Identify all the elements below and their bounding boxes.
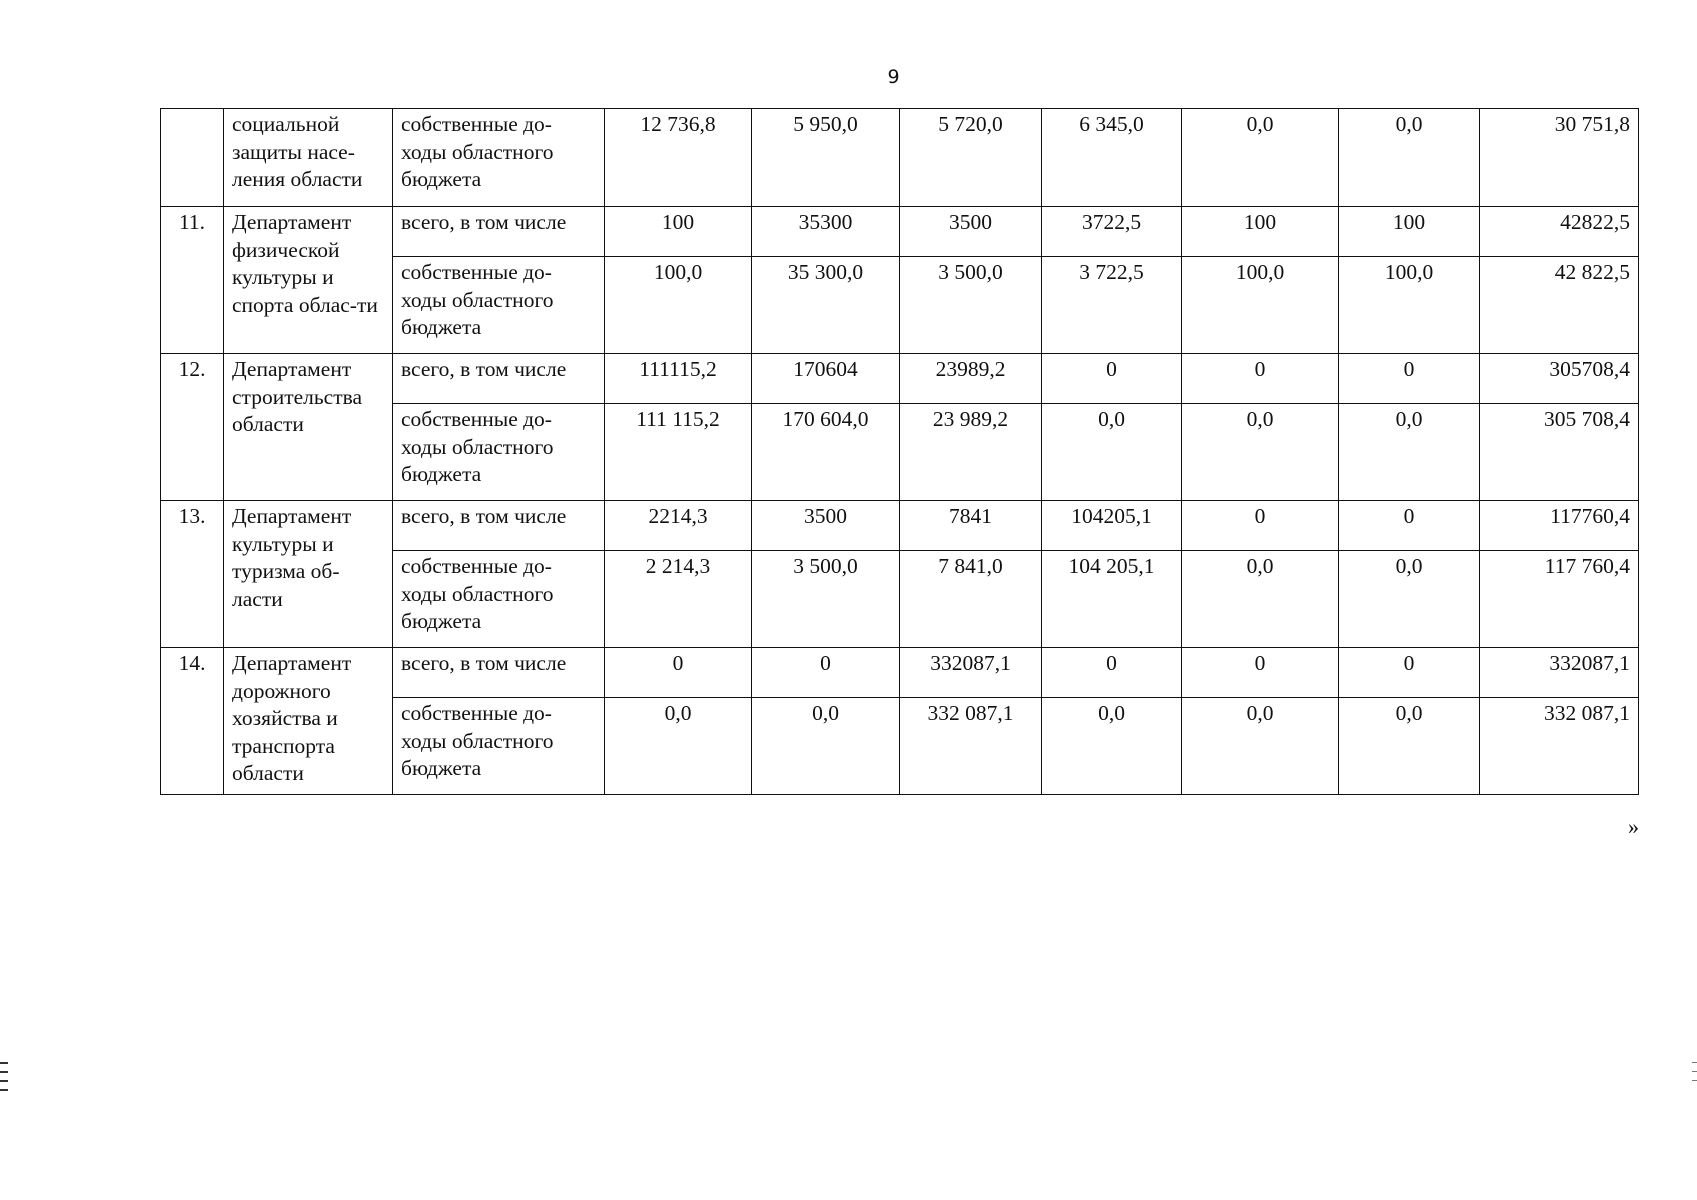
value-cell: 5 950,0 — [752, 109, 900, 207]
total-cell: 42 822,5 — [1480, 257, 1639, 354]
value-cell: 0,0 — [1042, 404, 1182, 501]
value-cell: 332 087,1 — [900, 698, 1042, 795]
funding-source: собственные до-ходы областного бюджета — [393, 404, 605, 501]
value-cell: 0,0 — [1339, 404, 1480, 501]
funding-source: всего, в том числе — [393, 648, 605, 698]
value-cell: 100,0 — [605, 257, 752, 354]
value-cell: 0,0 — [1339, 109, 1480, 207]
value-cell: 0 — [1182, 501, 1339, 551]
value-cell: 12 736,8 — [605, 109, 752, 207]
value-cell: 0,0 — [1339, 698, 1480, 795]
value-cell: 0,0 — [1182, 404, 1339, 501]
value-cell: 170 604,0 — [752, 404, 900, 501]
value-cell: 23989,2 — [900, 354, 1042, 404]
value-cell: 170604 — [752, 354, 900, 404]
value-cell: 3 500,0 — [900, 257, 1042, 354]
value-cell: 2 214,3 — [605, 551, 752, 648]
funding-source: всего, в том числе — [393, 501, 605, 551]
value-cell: 100 — [1182, 207, 1339, 257]
department-name: Департамент дорожного хозяйства и транспорта области — [224, 648, 393, 795]
department-name: Департамент культуры и туризма об-ласти — [224, 501, 393, 648]
value-cell: 111 115,2 — [605, 404, 752, 501]
value-cell: 104205,1 — [1042, 501, 1182, 551]
total-cell: 305 708,4 — [1480, 404, 1639, 501]
value-cell: 0 — [1339, 501, 1480, 551]
value-cell: 0,0 — [752, 698, 900, 795]
value-cell: 100,0 — [1339, 257, 1480, 354]
value-cell: 0,0 — [1182, 698, 1339, 795]
table-row — [161, 109, 1639, 207]
value-cell: 0 — [1042, 648, 1182, 698]
value-cell: 332087,1 — [900, 648, 1042, 698]
value-cell: 35300 — [752, 207, 900, 257]
value-cell: 6 345,0 — [1042, 109, 1182, 207]
value-cell: 3 500,0 — [752, 551, 900, 648]
total-cell: 30 751,8 — [1480, 109, 1639, 207]
value-cell: 7 841,0 — [900, 551, 1042, 648]
value-cell: 0 — [605, 648, 752, 698]
value-cell: 0,0 — [1339, 551, 1480, 648]
value-cell: 35 300,0 — [752, 257, 900, 354]
value-cell: 23 989,2 — [900, 404, 1042, 501]
value-cell: 0 — [1339, 648, 1480, 698]
value-cell: 100 — [605, 207, 752, 257]
value-cell: 100,0 — [1182, 257, 1339, 354]
value-cell: 111115,2 — [605, 354, 752, 404]
table-row — [161, 648, 1639, 698]
total-cell: 117760,4 — [1480, 501, 1639, 551]
value-cell: 0,0 — [1042, 698, 1182, 795]
value-cell: 3500 — [752, 501, 900, 551]
value-cell: 3722,5 — [1042, 207, 1182, 257]
value-cell: 3 722,5 — [1042, 257, 1182, 354]
value-cell: 0,0 — [605, 698, 752, 795]
funding-source: всего, в том числе — [393, 207, 605, 257]
value-cell: 0,0 — [1182, 109, 1339, 207]
value-cell: 2214,3 — [605, 501, 752, 551]
funding-source: собственные до-ходы областного бюджета — [393, 551, 605, 648]
total-cell: 117 760,4 — [1480, 551, 1639, 648]
value-cell: 0 — [1339, 354, 1480, 404]
value-cell: 0 — [752, 648, 900, 698]
value-cell: 104 205,1 — [1042, 551, 1182, 648]
row-index: 11. — [161, 207, 224, 354]
table-row — [161, 501, 1639, 551]
department-name: Департамент физической культуры и спорта облас-ти — [224, 207, 393, 354]
funding-source: собственные до-ходы областного бюджета — [393, 109, 605, 207]
total-cell: 42822,5 — [1480, 207, 1639, 257]
closing-quote: » — [1628, 814, 1639, 839]
row-index: 12. — [161, 354, 224, 501]
row-index — [161, 109, 224, 207]
table-row — [161, 354, 1639, 404]
page-number: 9 — [887, 66, 900, 88]
row-index: 14. — [161, 648, 224, 795]
table-row — [161, 207, 1639, 257]
funding-source: всего, в том числе — [393, 354, 605, 404]
value-cell: 7841 — [900, 501, 1042, 551]
funding-source: собственные до-ходы областного бюджета — [393, 698, 605, 795]
row-index: 13. — [161, 501, 224, 648]
value-cell: 100 — [1339, 207, 1480, 257]
value-cell: 0 — [1042, 354, 1182, 404]
total-cell: 332087,1 — [1480, 648, 1639, 698]
value-cell: 0 — [1182, 354, 1339, 404]
value-cell: 3500 — [900, 207, 1042, 257]
budget-table — [160, 108, 1639, 795]
value-cell: 0 — [1182, 648, 1339, 698]
department-name: социальной защиты насе-ления области — [224, 109, 393, 207]
value-cell: 5 720,0 — [900, 109, 1042, 207]
total-cell: 305708,4 — [1480, 354, 1639, 404]
total-cell: 332 087,1 — [1480, 698, 1639, 795]
department-name: Департамент строительства области — [224, 354, 393, 501]
value-cell: 0,0 — [1182, 551, 1339, 648]
scan-edge-marks — [0, 1062, 8, 1098]
scan-edge-marks — [1692, 1062, 1697, 1089]
funding-source: собственные до-ходы областного бюджета — [393, 257, 605, 354]
